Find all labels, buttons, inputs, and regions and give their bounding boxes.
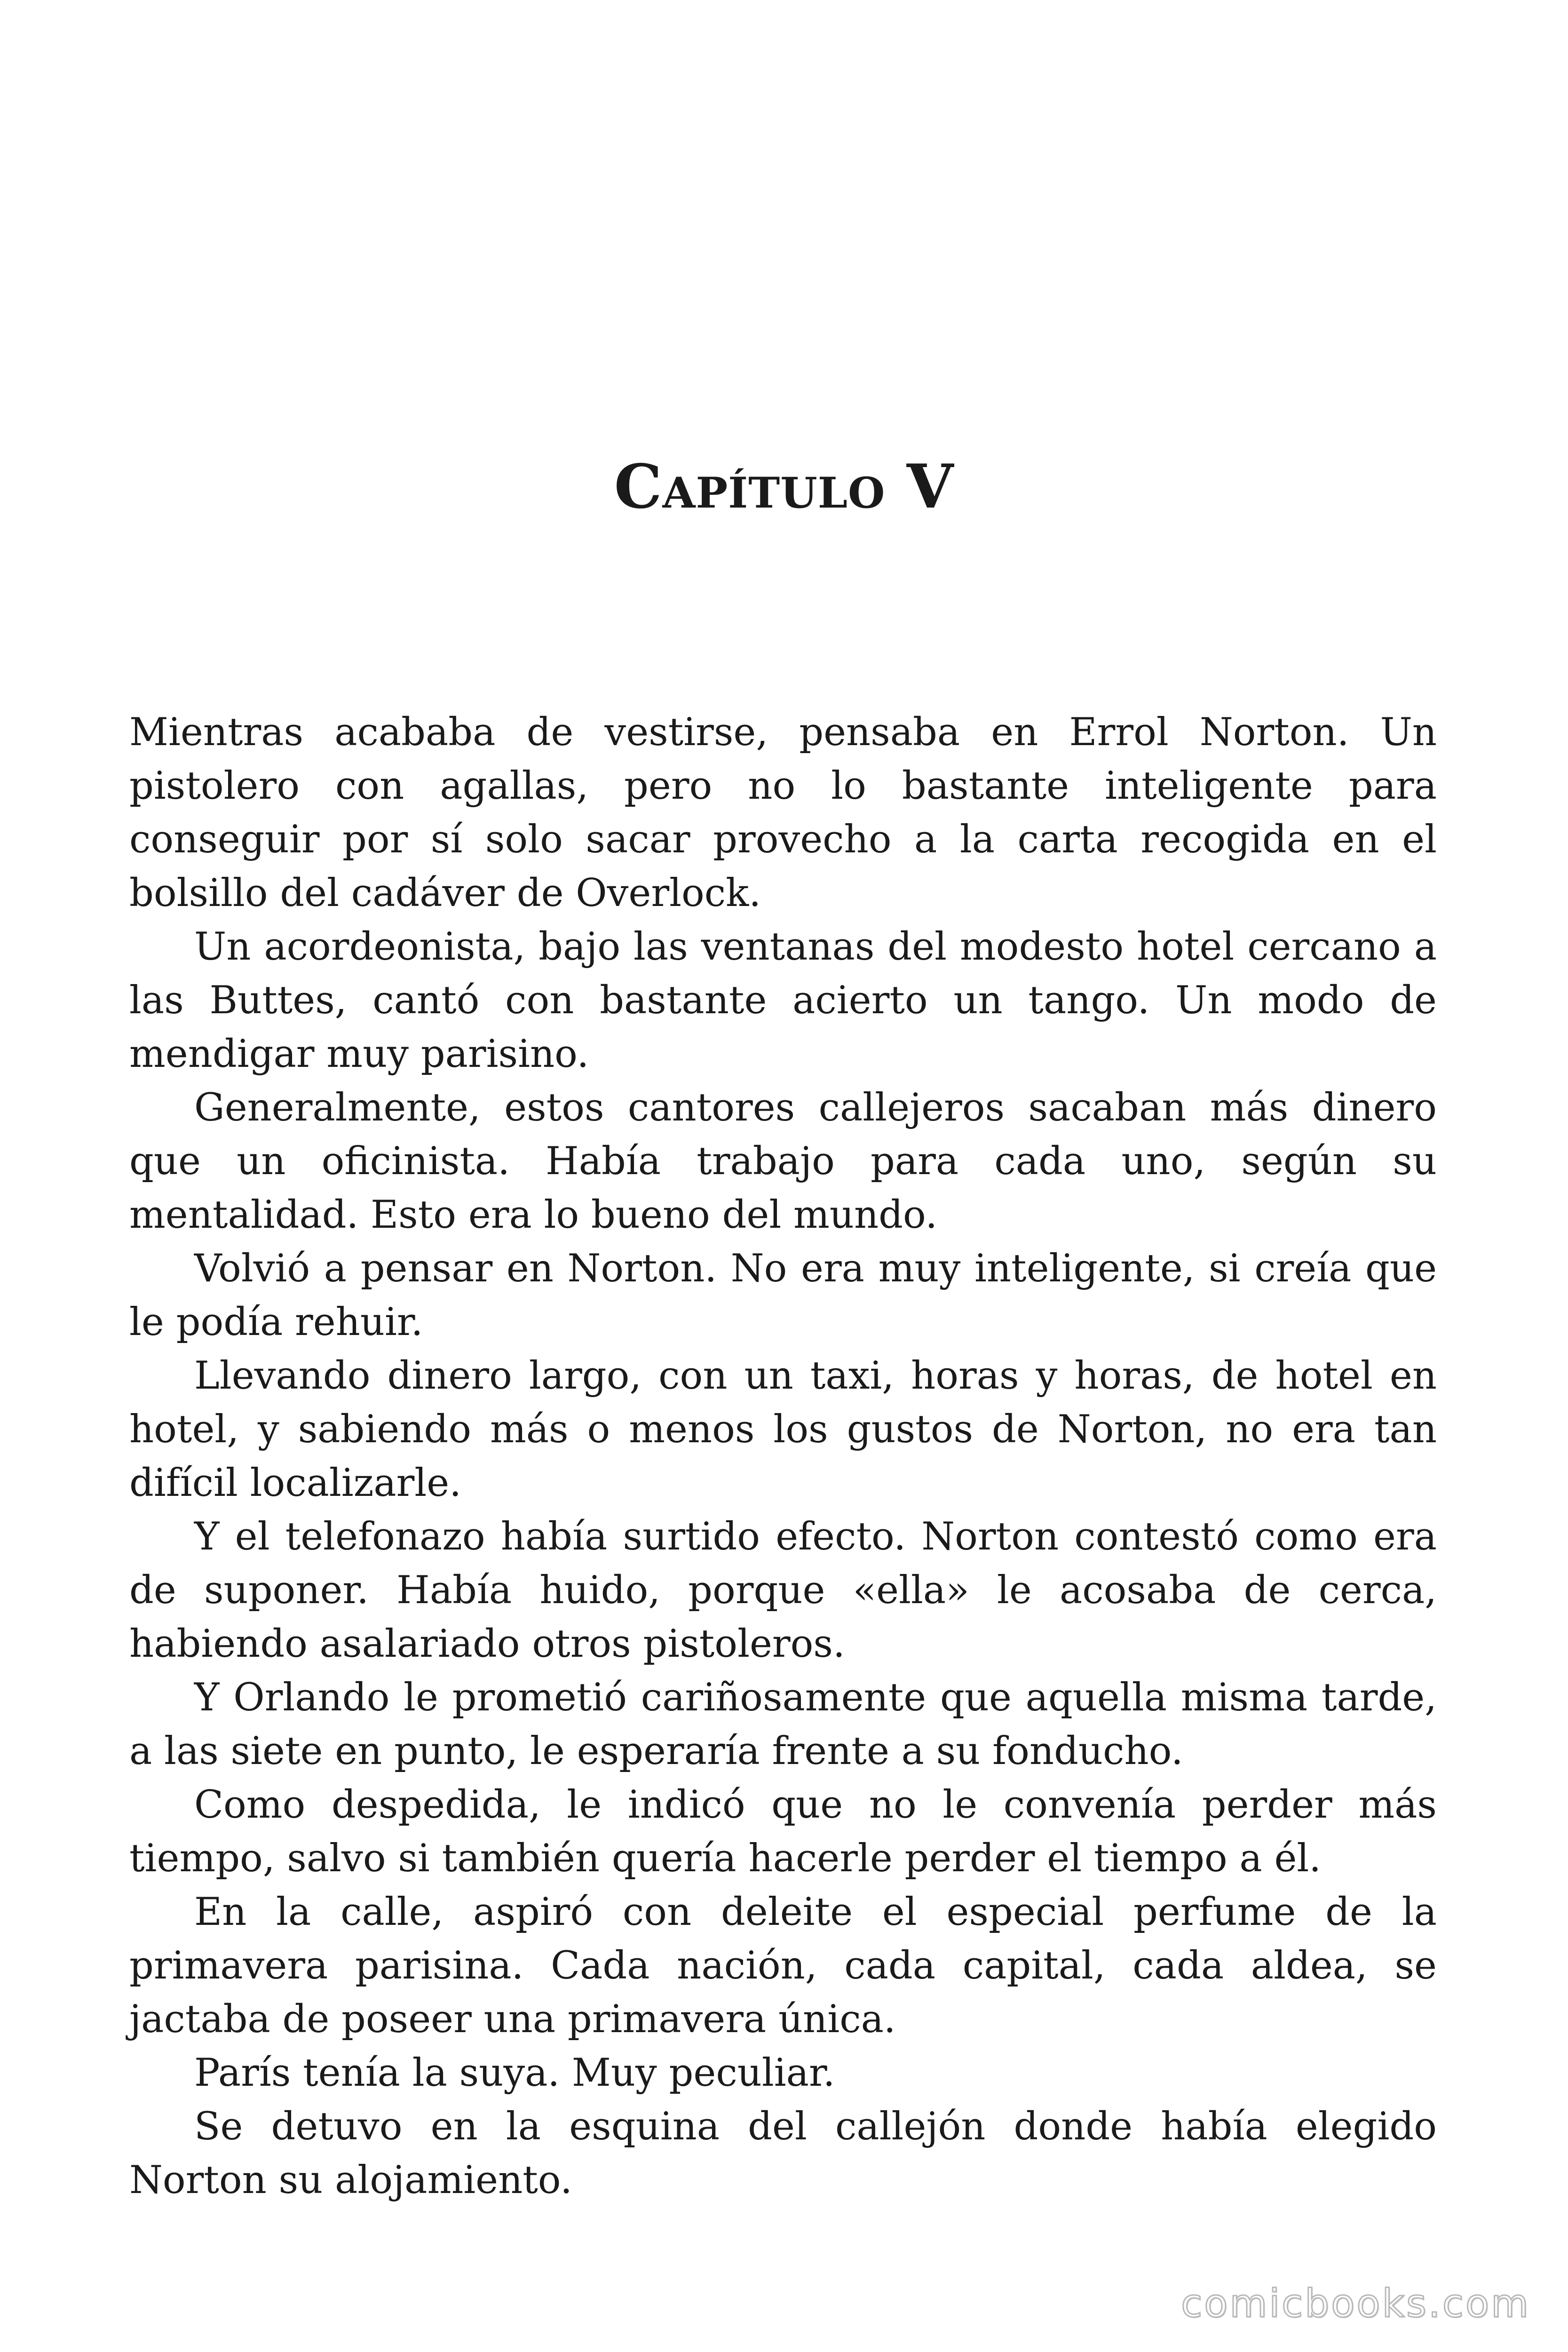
paragraph: París tenía la suya. Muy peculiar. [194,2051,835,2095]
paragraph: Y el telefonazo había surtido efecto. Norton contestó como era de suponer. Había huido, porque «ella» le acosaba de cerca, habiendo asalariado otros pistoleros. [129,1515,1437,1666]
paragraph: Mientras acababa de vestirse, pensaba en Errol Norton. Un pistolero con agallas, pero no lo bastante inteligente para conseguir por sí solo sacar provecho a la carta recogida en el bolsillo del cadáver de Overlock. [129,710,1437,915]
paragraph: Un acordeonista, bajo las ventanas del modesto hotel cercano a las Buttes, cantó con bastante acierto un tango. Un modo de mendigar muy parisino. [129,925,1437,1076]
chapter-title: Capítulo V [614,452,954,522]
chapter-body [129,706,1437,2207]
watermark: comicbooks.com [1181,2281,1530,2326]
paragraph: Y Orlando le prometió cariñosamente que aquella misma tarde, a las siete en punto, le esperaría frente a su fonducho. [129,1676,1437,1773]
paragraph: En la calle, aspiró con deleite el especial perfume de la primavera parisina. Cada nación, cada capital, cada aldea, se jactaba de poseer una primavera única. [129,1890,1437,2042]
paragraph: Volvió a pensar en Norton. No era muy inteligente, si creía que le podía rehuir. [129,1247,1437,1344]
paragraph: Llevando dinero largo, con un taxi, horas y horas, de hotel en hotel, y sabiendo más o menos los gustos de Norton, no era tan difícil localizarle. [129,1354,1437,1505]
paragraph: Generalmente, estos cantores callejeros sacaban más dinero que un oficinista. Había trabajo para cada uno, según su mentalidad. Esto era lo bueno del mundo. [129,1086,1437,1237]
paragraph: Se detuvo en la esquina del callejón donde había elegido Norton su alojamiento. [129,2105,1437,2202]
paragraph: Como despedida, le indicó que no le convenía perder más tiempo, salvo si también quería hacerle perder el tiempo a él. [129,1783,1437,1881]
